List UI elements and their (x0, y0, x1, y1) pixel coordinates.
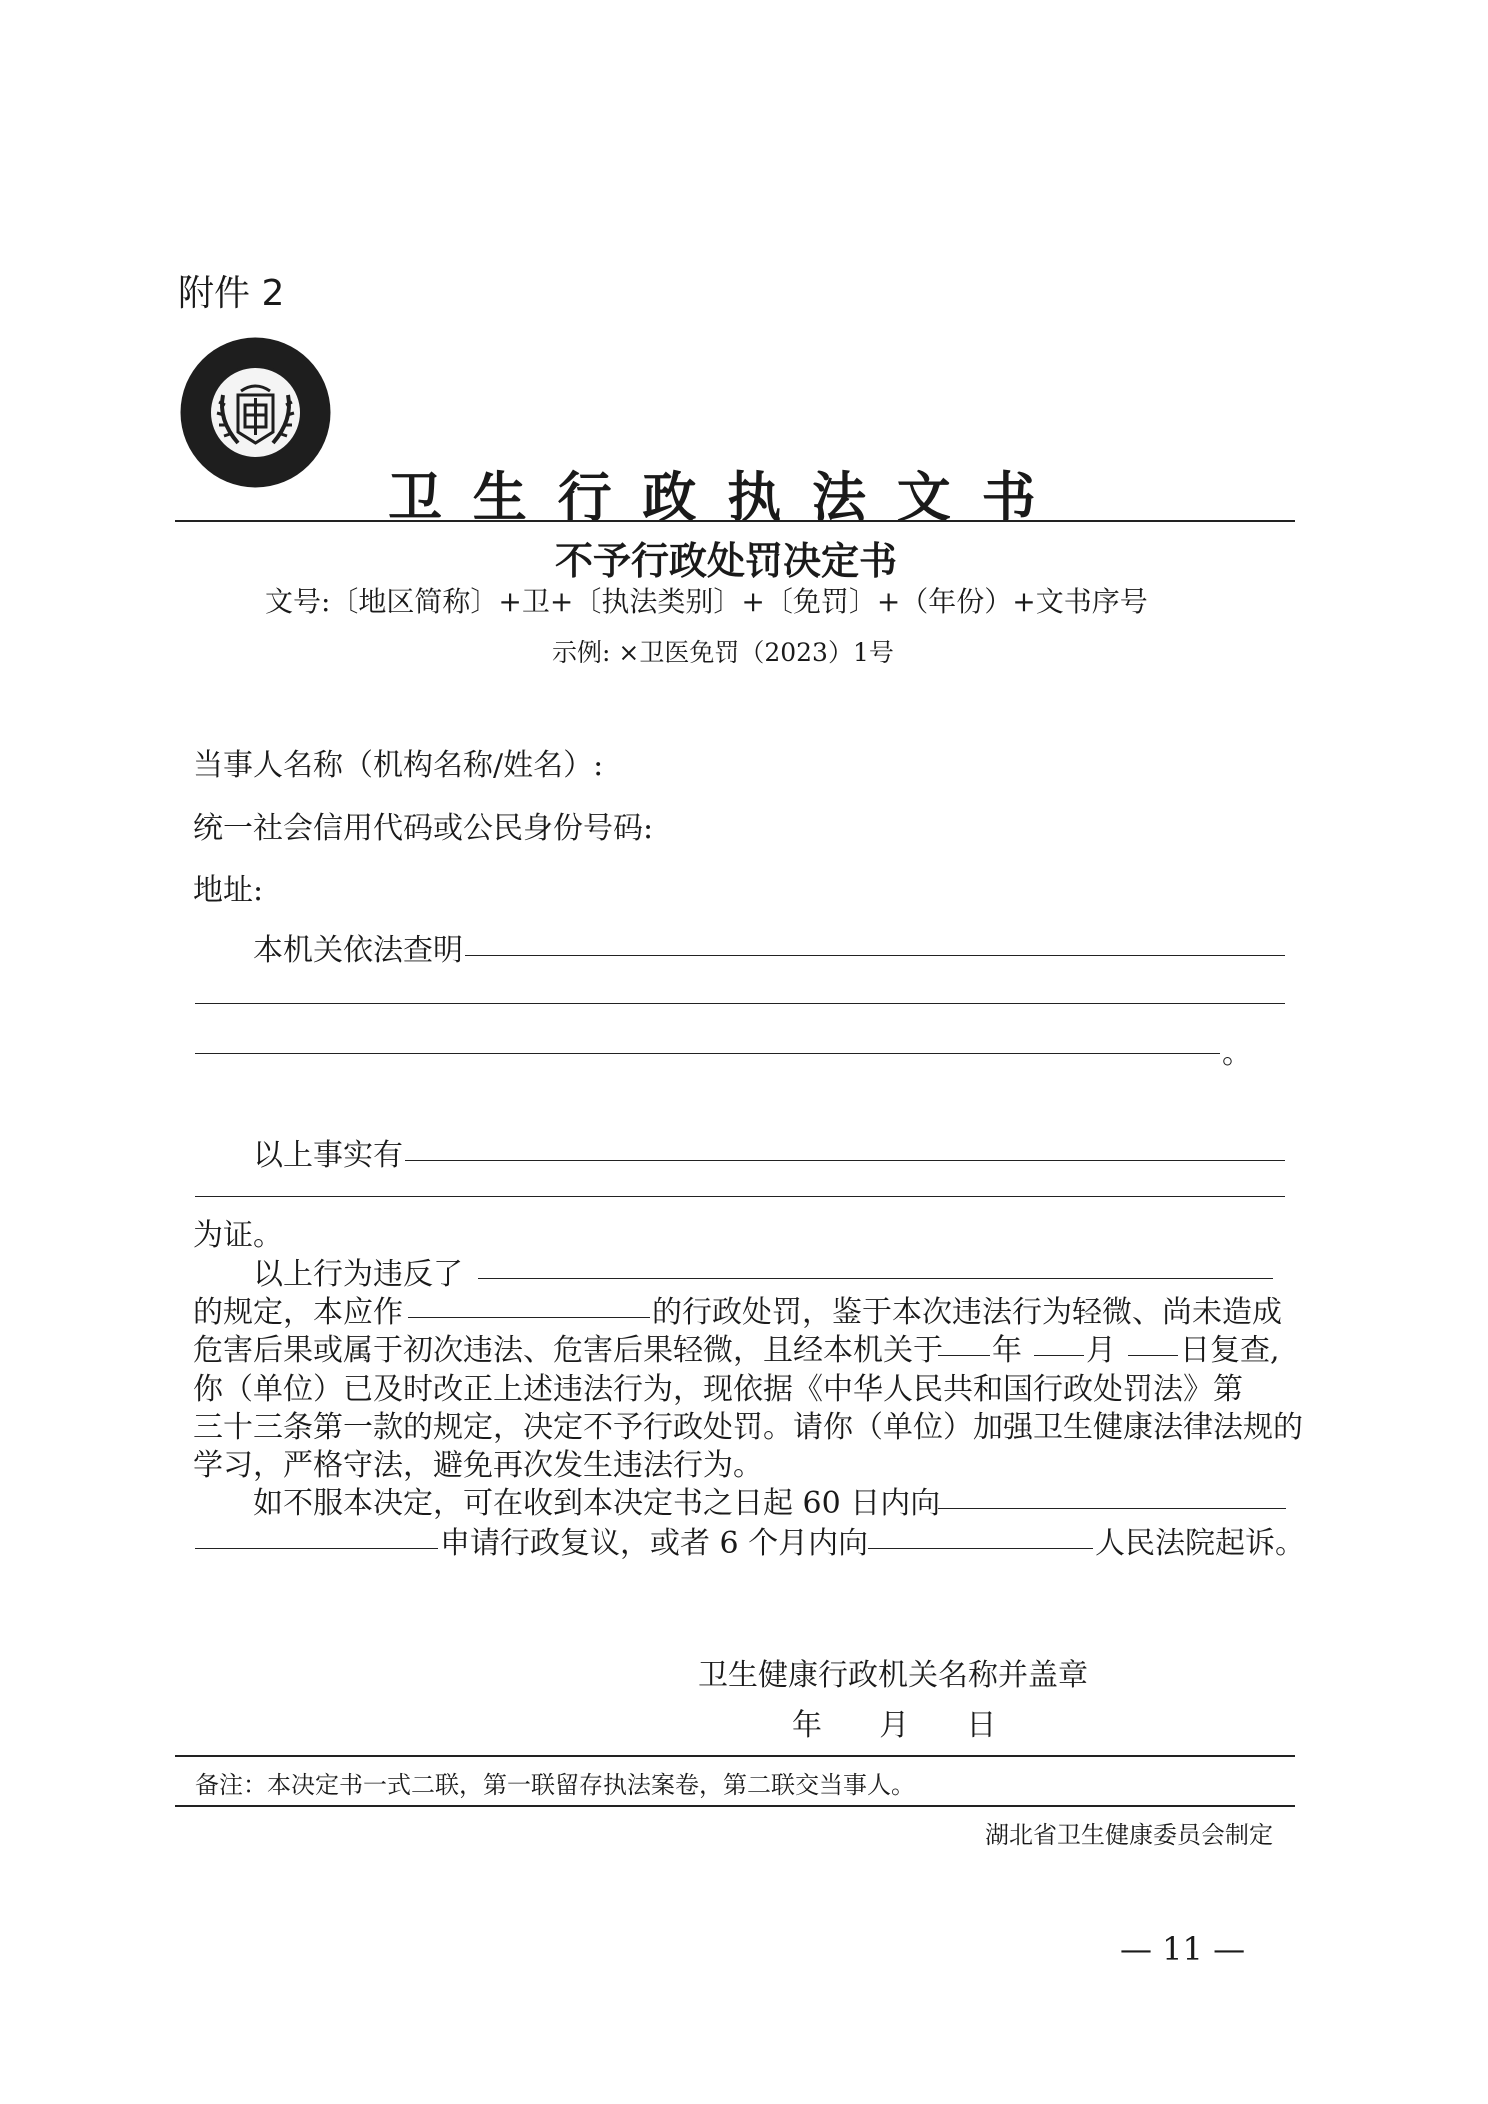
p3-line4: 你（单位）已及时改正上述违法行为，现依据《中华人民共和国行政处罚法》第 (193, 1372, 1243, 1407)
review-day-blank[interactable] (1128, 1355, 1178, 1356)
p3-line2-a: 的规定，本应作 (193, 1295, 403, 1330)
review-year-blank[interactable] (938, 1355, 990, 1356)
health-inspection-emblem (178, 335, 333, 490)
court-blank[interactable] (868, 1548, 1093, 1549)
p3-line2-b: 的行政处罚，鉴于本次违法行为轻微、尚未造成 (652, 1295, 1282, 1330)
authority-signature-label: 卫生健康行政机关名称并盖章 (698, 1658, 1088, 1693)
signature-date: 年 月 日 (792, 1708, 997, 1743)
p3-line3-a: 危害后果或属于初次违法、危害后果轻微，且经本机关于 (193, 1333, 943, 1368)
finding-blank-3[interactable] (195, 1053, 1220, 1054)
finding-blank-1[interactable] (465, 955, 1285, 956)
appeal-line2-b: 人民法院起诉。 (1095, 1526, 1305, 1561)
credit-code-label: 统一社会信用代码或公民身份号码: (193, 811, 654, 846)
review-agency-blank[interactable] (938, 1508, 1286, 1509)
p3-year-label: 年 (992, 1333, 1022, 1368)
facts-blank-2[interactable] (195, 1196, 1285, 1197)
violation-law-blank[interactable] (478, 1278, 1273, 1279)
attachment-label: 附件 2 (178, 273, 285, 314)
document-title: 不予行政处罚决定书 (555, 539, 898, 583)
address-label: 地址: (193, 873, 264, 908)
note-divider-bottom (175, 1805, 1295, 1807)
document-number-format: 文号:〔地区简称〕+卫+〔执法类别〕+〔免罚〕+（年份）+文书序号 (265, 585, 1148, 618)
facts-lead: 以上事实有 (253, 1138, 403, 1173)
finding-end: 。 (1222, 1036, 1252, 1071)
facts-blank-1[interactable] (405, 1160, 1285, 1161)
note-divider-top (175, 1755, 1295, 1757)
p3-day-label: 日复查, (1180, 1333, 1280, 1368)
violation-lead: 以上行为违反了 (253, 1257, 463, 1292)
document-number-example: 示例: ×卫医免罚（2023）1号 (552, 638, 894, 667)
penalty-blank[interactable] (408, 1317, 650, 1318)
p3-line6: 学习，严格守法，避免再次发生违法行为。 (193, 1448, 763, 1483)
page-number: — 11 — (1120, 1930, 1246, 1968)
issuer-label: 湖北省卫生健康委员会制定 (985, 1821, 1273, 1849)
finding-lead: 本机关依法查明 (253, 933, 463, 968)
party-name-label: 当事人名称（机构名称/姓名）: (193, 748, 604, 783)
appeal-line2-a: 申请行政复议，或者 6 个月内向 (440, 1526, 869, 1561)
title-divider (175, 520, 1295, 522)
review-month-blank[interactable] (1034, 1355, 1084, 1356)
main-title: 卫 生 行 政 执 法 文 书 (388, 465, 1042, 529)
emblem-icon (178, 335, 333, 490)
finding-blank-2[interactable] (195, 1003, 1285, 1004)
review-agency-blank-2[interactable] (195, 1548, 438, 1549)
appeal-line1: 如不服本决定，可在收到本决定书之日起 60 日内向 (253, 1486, 941, 1521)
facts-end: 为证。 (193, 1218, 283, 1253)
p3-month-label: 月 (1086, 1333, 1116, 1368)
p3-line5: 三十三条第一款的规定，决定不予行政处罚。请你（单位）加强卫生健康法律法规的 (193, 1410, 1303, 1445)
footnote: 备注：本决定书一式二联，第一联留存执法案卷，第二联交当事人。 (195, 1771, 915, 1799)
